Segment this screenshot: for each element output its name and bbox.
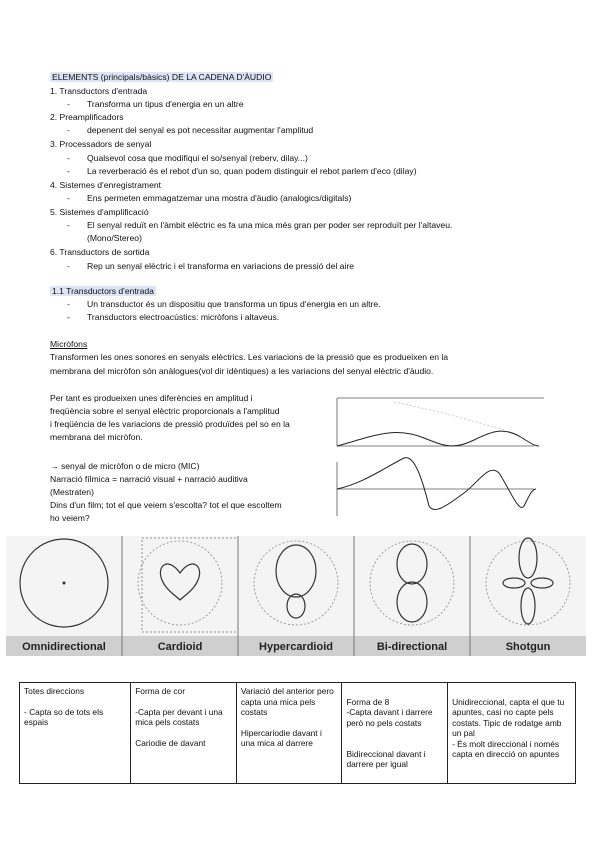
polar-label-cardioid: Cardioid bbox=[157, 641, 203, 653]
element-item: El senyal reduït en l'àmbit elèctric es fa una mica més gran per poder ser reproduït per l'altaveu. bbox=[87, 220, 453, 230]
microfons-paragraph: freqüència sobre el senyal elèctric proporcionals a l'amplitud bbox=[50, 406, 280, 416]
bullet-dash: - bbox=[67, 193, 70, 203]
microfons-paragraph: (Mestraten) bbox=[50, 487, 94, 497]
waveform-figure bbox=[334, 388, 550, 520]
section-item: Transductors electroacústics: micròfons i altaveus. bbox=[87, 312, 280, 322]
bullet-dash: - bbox=[67, 153, 70, 163]
polar-label-hypercardioid: Hypercardioid bbox=[259, 641, 333, 653]
bullet-dash: - bbox=[67, 299, 70, 309]
bullet-dash: - bbox=[67, 125, 70, 135]
element-item: Rep un senyal elèctric i el transforma en variacions de pressió del aire bbox=[87, 261, 355, 271]
element-item: Transforma un tipus d'energia en un altre bbox=[87, 99, 244, 109]
directions-table bbox=[19, 682, 576, 784]
page-heading: ELEMENTS (principals/bàsics) DE LA CADENA D'ÀUDIO bbox=[52, 72, 272, 82]
table-cell-cardioid: Forma de cor -Capta per devant i una mica pels costats Cariodie de davant bbox=[131, 683, 237, 784]
table-cell-bidirectional: Forma de 8 -Capta davant i darrere però no pels costats Bidireccional davant i darrere per igual bbox=[342, 683, 448, 784]
polar-label-shotgun: Shotgun bbox=[505, 641, 551, 653]
element-item: La reverberació és el rebot d'un so, quan podem distinguir el rebot parlem d'eco (dilay) bbox=[87, 166, 417, 176]
bullet-dash: - bbox=[67, 220, 70, 230]
element-title: 5. Sistemes d'amplificació bbox=[50, 207, 149, 217]
table-cell-shotgun: Unidireccional, capta el que tu apuntes, casi no capte pels costats. Tipic de rodatge amb un pal - És molt direccional i només capta en direcció on apuntes bbox=[448, 683, 576, 784]
microfons-paragraph: Dins d'un film; tot el que veiem s'escolta? tot el que escoltem bbox=[50, 500, 282, 510]
section-title: 1.1 Transductors d'entrada bbox=[52, 286, 154, 296]
element-item: depenent del senyal es pot necessitar augmentar l'amplitud bbox=[87, 125, 314, 135]
bullet-dash: - bbox=[67, 99, 70, 109]
microfons-paragraph: Per tant es produeixen unes diferències en amplitud i bbox=[50, 393, 253, 403]
element-title: 3. Processadors de senyal bbox=[50, 139, 152, 149]
element-title: 1. Transductors d'entrada bbox=[50, 86, 148, 96]
polar-label-bi-directional: Bi-directional bbox=[376, 641, 448, 653]
polar-pattern-strip bbox=[6, 536, 586, 656]
microfons-intro: membrana del micròfon són anàlogues(vol dir idèntiques) a les variacions del senyal elèctric d'àudio. bbox=[50, 366, 434, 376]
microfons-paragraph: Narració fílmica = narració visual + narració auditiva bbox=[50, 474, 248, 484]
microfons-paragraph: → senyal de micròfon o de micro (MIC) bbox=[50, 461, 200, 471]
bullet-dash: - bbox=[67, 261, 70, 271]
microfons-paragraph: i freqüència de les variacions de pressió produïdes pel so en la bbox=[50, 419, 290, 429]
element-title: 6. Transductors de sortida bbox=[50, 247, 150, 257]
polar-label-omnidirectional: Omnidirectional bbox=[22, 641, 106, 653]
microfons-intro: Transformen les ones sonores en senyals elèctrics. Les variacions de la pressió que es produeixen en la bbox=[50, 352, 449, 362]
bullet-dash: - bbox=[67, 312, 70, 322]
microfons-paragraph: membrana del micròfon. bbox=[50, 432, 143, 442]
table-cell-hypercardioid: Variació del anterior pero capta una mica pels costats Hipercariodie davant i una mica al darrere bbox=[236, 683, 342, 784]
element-item: (Mono/Stereo) bbox=[87, 233, 142, 243]
element-item: Qualsevol cosa que modifiqui el so/senyal (reberv, dilay...) bbox=[87, 153, 308, 163]
section-item: Un transductor és un dispositiu que transforma un tipus d'energia en un altre. bbox=[87, 299, 381, 309]
microfons-title: Micròfons bbox=[50, 339, 88, 349]
element-title: 4. Sistemes d'enregistrament bbox=[50, 180, 162, 190]
element-item: Ens permeten emmagatzemar una mostra d'àudio (analogics/digitals) bbox=[87, 193, 352, 203]
bullet-dash: - bbox=[67, 166, 70, 176]
table-cell-omni: Totes direccions - Capta so de tots els espais bbox=[20, 683, 131, 784]
microfons-paragraph: ho veiem? bbox=[50, 513, 90, 523]
element-title: 2. Preamplificadors bbox=[50, 112, 124, 122]
table-row bbox=[20, 683, 576, 784]
